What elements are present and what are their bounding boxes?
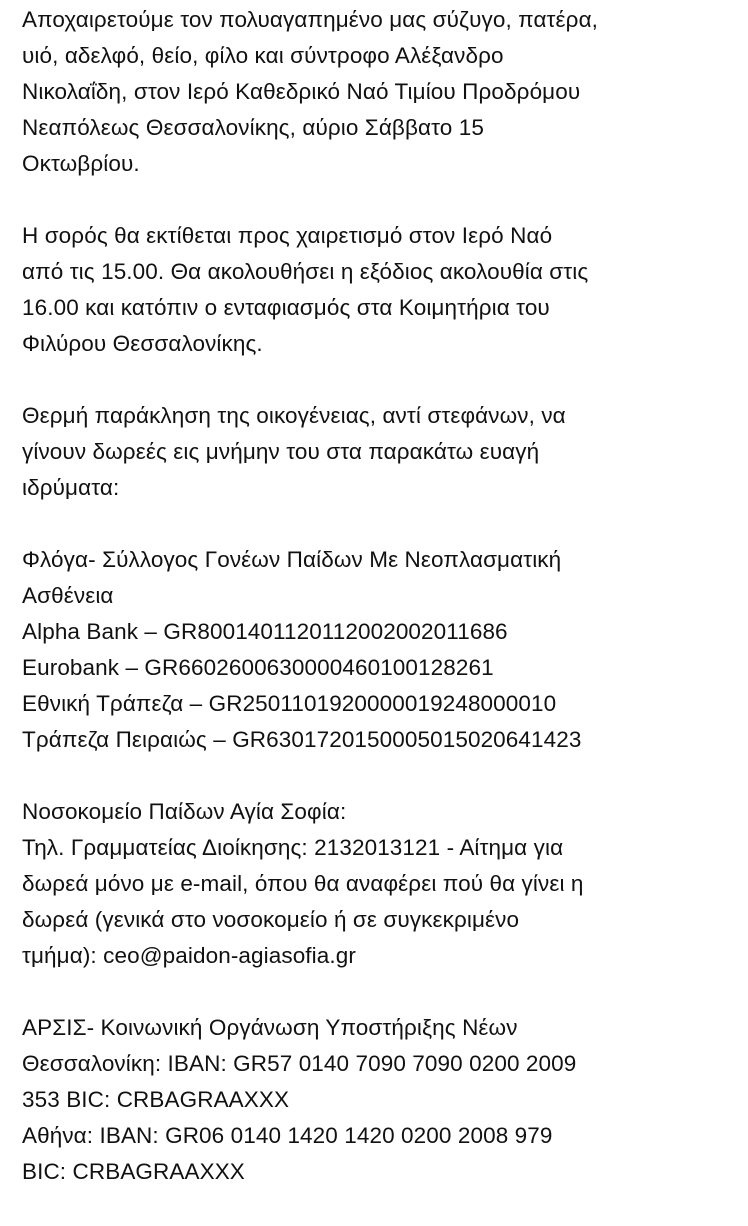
- bank-account-line: Θεσσαλονίκη: IBAN: GR57 0140 7090 7090 0200 2009: [22, 1051, 577, 1076]
- bank-account-line: 353 BIC: CRBAGRAAXXX: [22, 1087, 290, 1112]
- text-line: δωρεά μόνο με e-mail, όπου θα αναφέρει πού θα γίνει η: [22, 871, 584, 896]
- bank-account-line: Αθήνα: IBAN: GR06 0140 1420 1420 0200 2008 979: [22, 1123, 553, 1148]
- text-line: υιό, αδελφό, θείο, φίλο και σύντροφο Αλέξανδρο: [22, 43, 504, 68]
- text-line: Τηλ. Γραμματείας Διοίκησης: 2132013121 - Αίτημα για: [22, 835, 564, 860]
- text-line: Αποχαιρετούμε τον πολυαγαπημένο μας σύζυγο, πατέρα,: [22, 7, 599, 32]
- text-line: Η σορός θα εκτίθεται προς χαιρετισμό στον Ιερό Ναό: [22, 223, 553, 248]
- text-line: από τις 15.00. Θα ακολουθήσει η εξόδιος ακολουθία στις: [22, 259, 589, 284]
- paragraph-floga-donations: [22, 542, 738, 758]
- document-body: [22, 2, 738, 1226]
- paragraph-agia-sofia: [22, 794, 738, 974]
- bank-account-line: Eurobank – GR6602600630000460100128261: [22, 655, 494, 680]
- paragraph-farewell: [22, 2, 738, 182]
- paragraph-request: [22, 398, 738, 506]
- text-line: γίνουν δωρεές εις μνήμην του στα παρακάτω ευαγή: [22, 439, 540, 464]
- bank-account-line: Εθνική Τράπεζα – GR2501101920000019248000010: [22, 691, 557, 716]
- text-line: δωρεά (γενικά στο νοσοκομείο ή σε συγκεκριμένο: [22, 907, 520, 932]
- bank-account-line: BIC: CRBAGRAAXXX: [22, 1159, 245, 1184]
- paragraph-arsis: [22, 1010, 738, 1190]
- text-line: ιδρύματα:: [22, 475, 120, 500]
- organization-name: Νοσοκομείο Παίδων Αγία Σοφία:: [22, 799, 347, 824]
- text-line: Οκτωβρίου.: [22, 151, 140, 176]
- text-line: Νικολαΐδη, στον Ιερό Καθεδρικό Ναό Τιμίου Προδρόμου: [22, 79, 581, 104]
- bank-account-line: Τράπεζα Πειραιώς – GR6301720150005015020641423: [22, 727, 582, 752]
- paragraph-schedule: [22, 218, 738, 362]
- text-line: Νεαπόλεως Θεσσαλονίκης, αύριο Σάββατο 15: [22, 115, 484, 140]
- organization-name: ΑΡΣΙΣ- Κοινωνική Οργάνωση Υποστήριξης Νέων: [22, 1015, 518, 1040]
- organization-name: Φλόγα- Σύλλογος Γονέων Παίδων Με Νεοπλασματική: [22, 547, 562, 572]
- text-line: τμήμα): ceo@paidon-agiasofia.gr: [22, 943, 356, 968]
- text-line: 16.00 και κατόπιν ο ενταφιασμός στα Κοιμητήρια του: [22, 295, 550, 320]
- text-line: Θερμή παράκληση της οικογένειας, αντί στεφάνων, να: [22, 403, 566, 428]
- text-line: Φιλύρου Θεσσαλονίκης.: [22, 331, 263, 356]
- bank-account-line: Alpha Bank – GR8001401120112002002011686: [22, 619, 508, 644]
- organization-name: Ασθένεια: [22, 583, 114, 608]
